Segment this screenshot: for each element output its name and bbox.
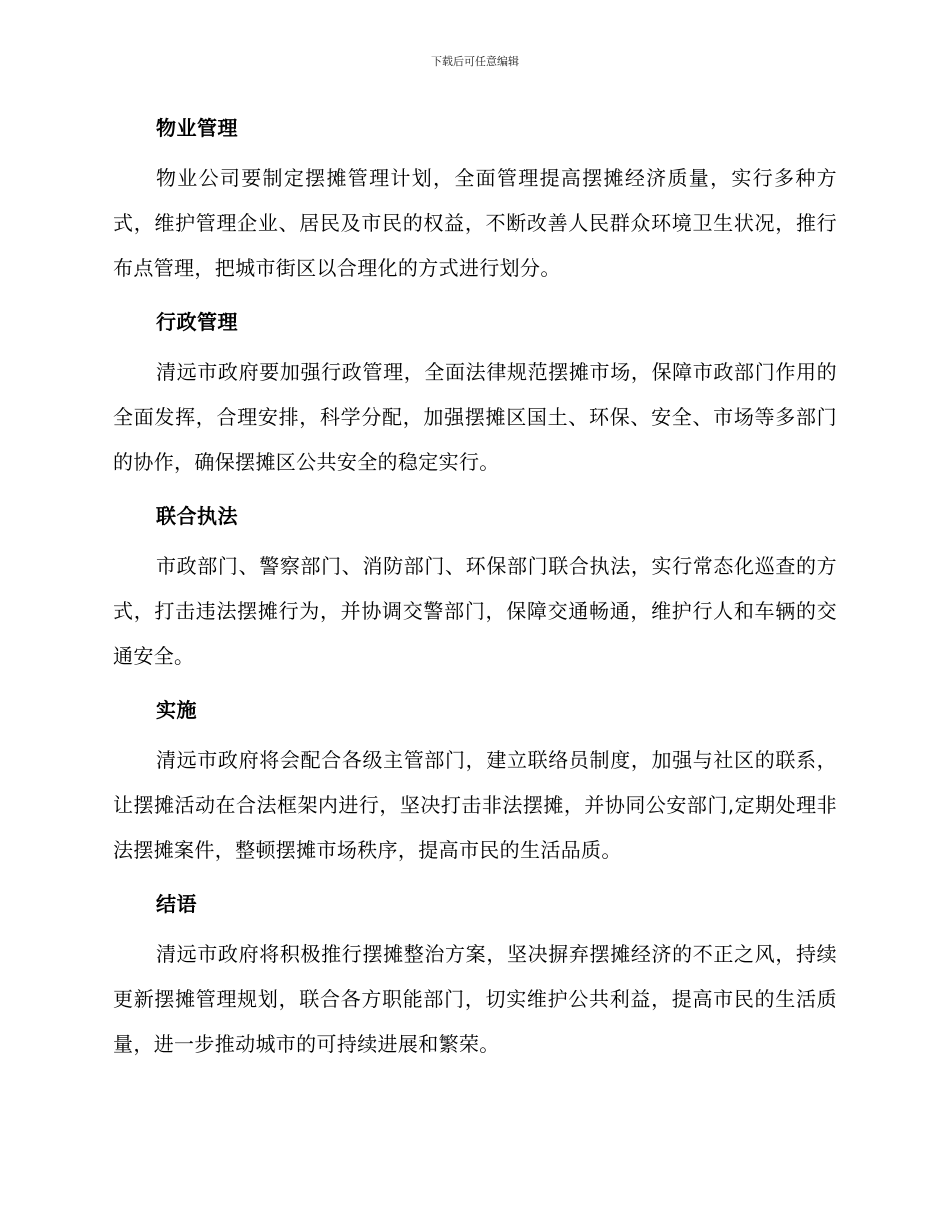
- section-joint-enforcement: [113, 500, 837, 679]
- section-paragraph: 物业公司要制定摆摊管理计划，全面管理提高摆摊经济质量，实行多种方式，维护管理企业、居民及市民的权益，不断改善人民群众环境卫生状况，推行布点管理，把城市街区以合理化的方式进行划分。: [113, 166, 837, 280]
- section-paragraph: 清远市政府将积极推行摆摊整治方案，坚决摒弃摆摊经济的不正之风，持续更新摆摊管理规划，联合各方职能部门，切实维护公共利益，提高市民的生活质量，进一步推动城市的可持续进展和繁荣。: [113, 942, 837, 1056]
- section-administrative-management: [113, 306, 837, 485]
- section-property-management: [113, 112, 837, 291]
- section-heading: 行政管理: [156, 310, 238, 334]
- section-implementation: [113, 694, 837, 873]
- section-heading: 结语: [156, 892, 197, 916]
- page-header: 下载后可任意编辑: [431, 55, 519, 68]
- section-paragraph: 清远市政府要加强行政管理，全面法律规范摆摊市场，保障市政部门作用的全面发挥，合理安排，科学分配，加强摆摊区国土、环保、安全、市场等多部门的协作，确保摆摊区公共安全的稳定实行。: [113, 360, 837, 474]
- section-heading: 联合执法: [156, 504, 238, 528]
- section-paragraph: 清远市政府将会配合各级主管部门，建立联络员制度，加强与社区的联系，让摆摊活动在合法框架内进行，坚决打击非法摆摊，并协同公安部门,定期处理非法摆摊案件，整顿摆摊市场秩序，提高市民的生活品质。: [113, 748, 837, 862]
- section-heading: 实施: [156, 698, 197, 722]
- document-content: [113, 112, 837, 1082]
- section-conclusion: [113, 888, 837, 1067]
- section-heading: 物业管理: [156, 116, 238, 140]
- section-paragraph: 市政部门、警察部门、消防部门、环保部门联合执法，实行常态化巡查的方式，打击违法摆摊行为，并协调交警部门，保障交通畅通，维护行人和车辆的交通安全。: [113, 554, 837, 668]
